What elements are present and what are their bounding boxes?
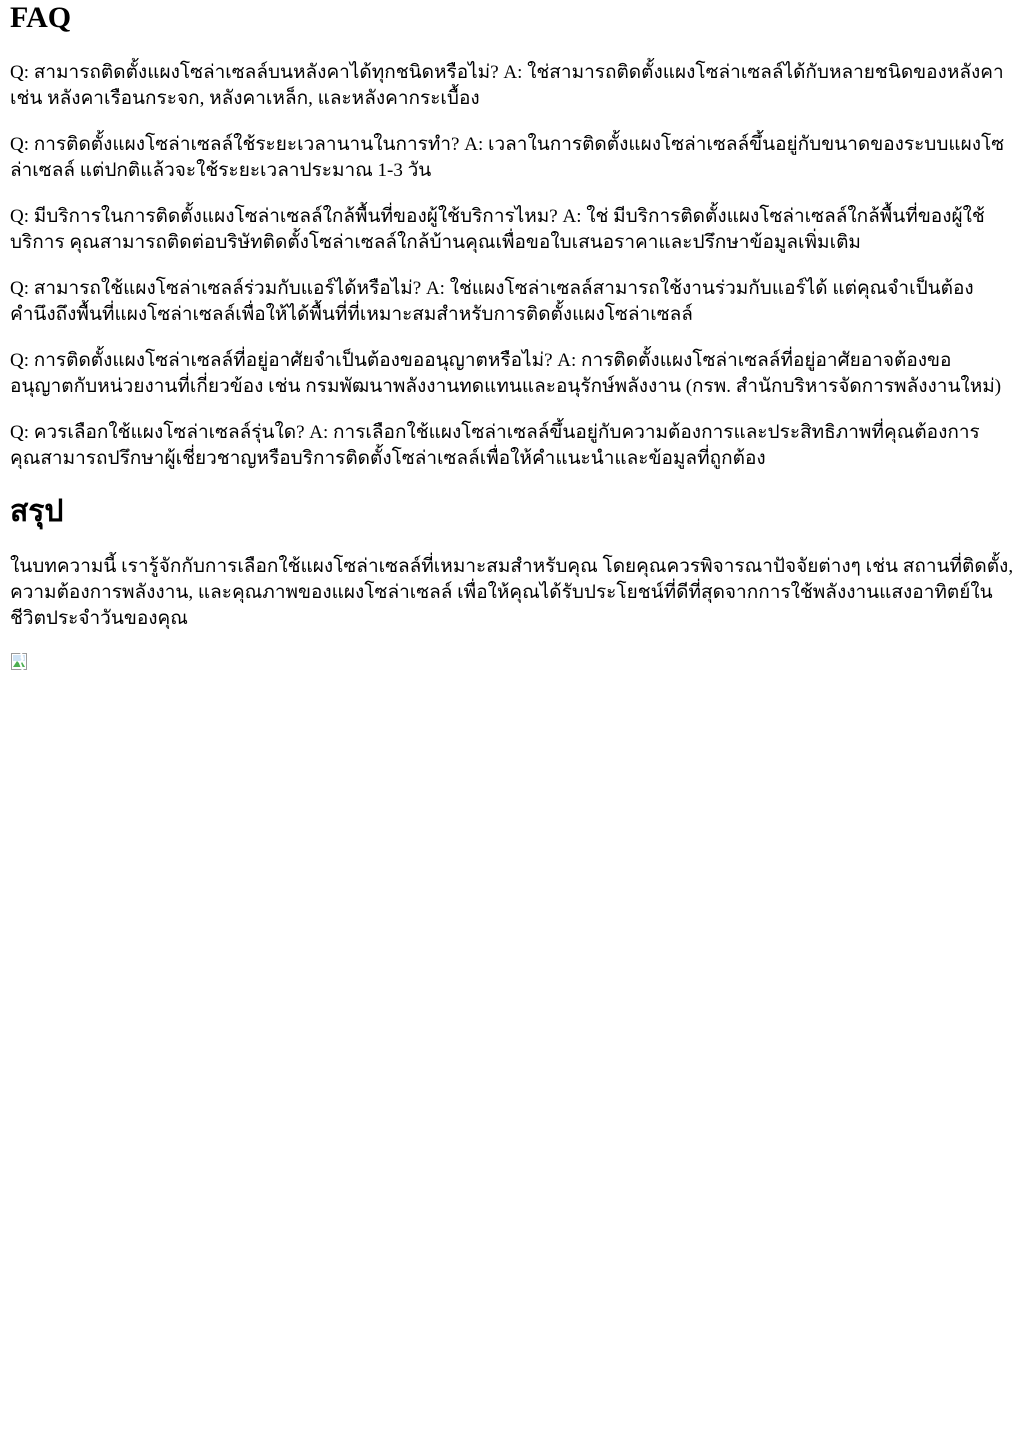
faq-heading: FAQ xyxy=(10,1,72,34)
faq-item: Q: การติดตั้งแผงโซล่าเซลล์ที่อยู่อาศัยจำเป็นต้องขออนุญาตหรือไม่? A: การติดตั้งแผงโซล่าเซลล์ที่อยู่อาศัยอาจต้องขออนุญาตกับหน่วยงานที่เกี่ยวข้อง เช่น กรมพัฒนาพลังงานทดแทนและอนุรักษ์พลังงาน (กรพ. สำนักบริหารจัดการพลังงานใหม่) xyxy=(10,350,1002,397)
summary-paragraph: ในบทความนี้ เรารู้จักกับการเลือกใช้แผงโซล่าเซลล์ที่เหมาะสมสำหรับคุณ โดยคุณควรพิจารณาปัจจัยต่างๆ เช่น สถานที่ติดตั้ง, ความต้องการพลังงาน, และคุณภาพของแผงโซล่าเซลล์ เพื่อให้คุณได้รับประโยชน์ที่ดีที่สุดจากการใช้พลังงานแสงอาทิตย์ในชีวิตประจำวันของคุณ xyxy=(10,556,1014,629)
summary-heading: สรุป xyxy=(10,495,64,528)
faq-item: Q: สามารถใช้แผงโซล่าเซลล์ร่วมกับแอร์ได้หรือไม่? A: ใช่แผงโซล่าเซลล์สามารถใช้งานร่วมกับแอร์ได้ แต่คุณจำเป็นต้องคำนึงถึงพื้นที่แผงโซล่าเซลล์เพื่อให้ได้พื้นที่ที่เหมาะสมสำหรับการติดตั้งแผงโซล่าเซลล์ xyxy=(10,278,974,325)
faq-item: Q: การติดตั้งแผงโซล่าเซลล์ใช้ระยะเวลานานในการทำ? A: เวลาในการติดตั้งแผงโซล่าเซลล์ขึ้นอยู่กับขนาดของระบบแผงโซล่าเซลล์ แต่ปกติแล้วจะใช้ระยะเวลาประมาณ 1-3 วัน xyxy=(10,134,1005,181)
faq-item: Q: สามารถติดตั้งแผงโซล่าเซลล์บนหลังคาได้ทุกชนิดหรือไม่? A: ใช่สามารถติดตั้งแผงโซล่าเซลล์ได้กับหลายชนิดของหลังคา เช่น หลังคาเรือนกระจก, หลังคาเหล็ก, และหลังคากระเบื้อง xyxy=(10,62,1004,109)
broken-image-icon xyxy=(10,652,30,672)
faq-item: Q: มีบริการในการติดตั้งแผงโซล่าเซลล์ใกล้พื้นที่ของผู้ใช้บริการไหม? A: ใช่ มีบริการติดตั้งแผงโซล่าเซลล์ใกล้พื้นที่ของผู้ใช้บริการ คุณสามารถติดต่อบริษัทติดตั้งโซล่าเซลล์ใกล้บ้านคุณเพื่อขอใบเสนอราคาและปรึกษาข้อมูลเพิ่มเติม xyxy=(10,206,985,253)
article-page xyxy=(0,0,1024,677)
faq-item: Q: ควรเลือกใช้แผงโซล่าเซลล์รุ่นใด? A: การเลือกใช้แผงโซล่าเซลล์ขึ้นอยู่กับความต้องการและประสิทธิภาพที่คุณต้องการ คุณสามารถปรึกษาผู้เชี่ยวชาญหรือบริการติดตั้งโซล่าเซลล์เพื่อให้คำแนะนำและข้อมูลที่ถูกต้อง xyxy=(10,422,980,469)
faq-list xyxy=(10,60,1014,472)
